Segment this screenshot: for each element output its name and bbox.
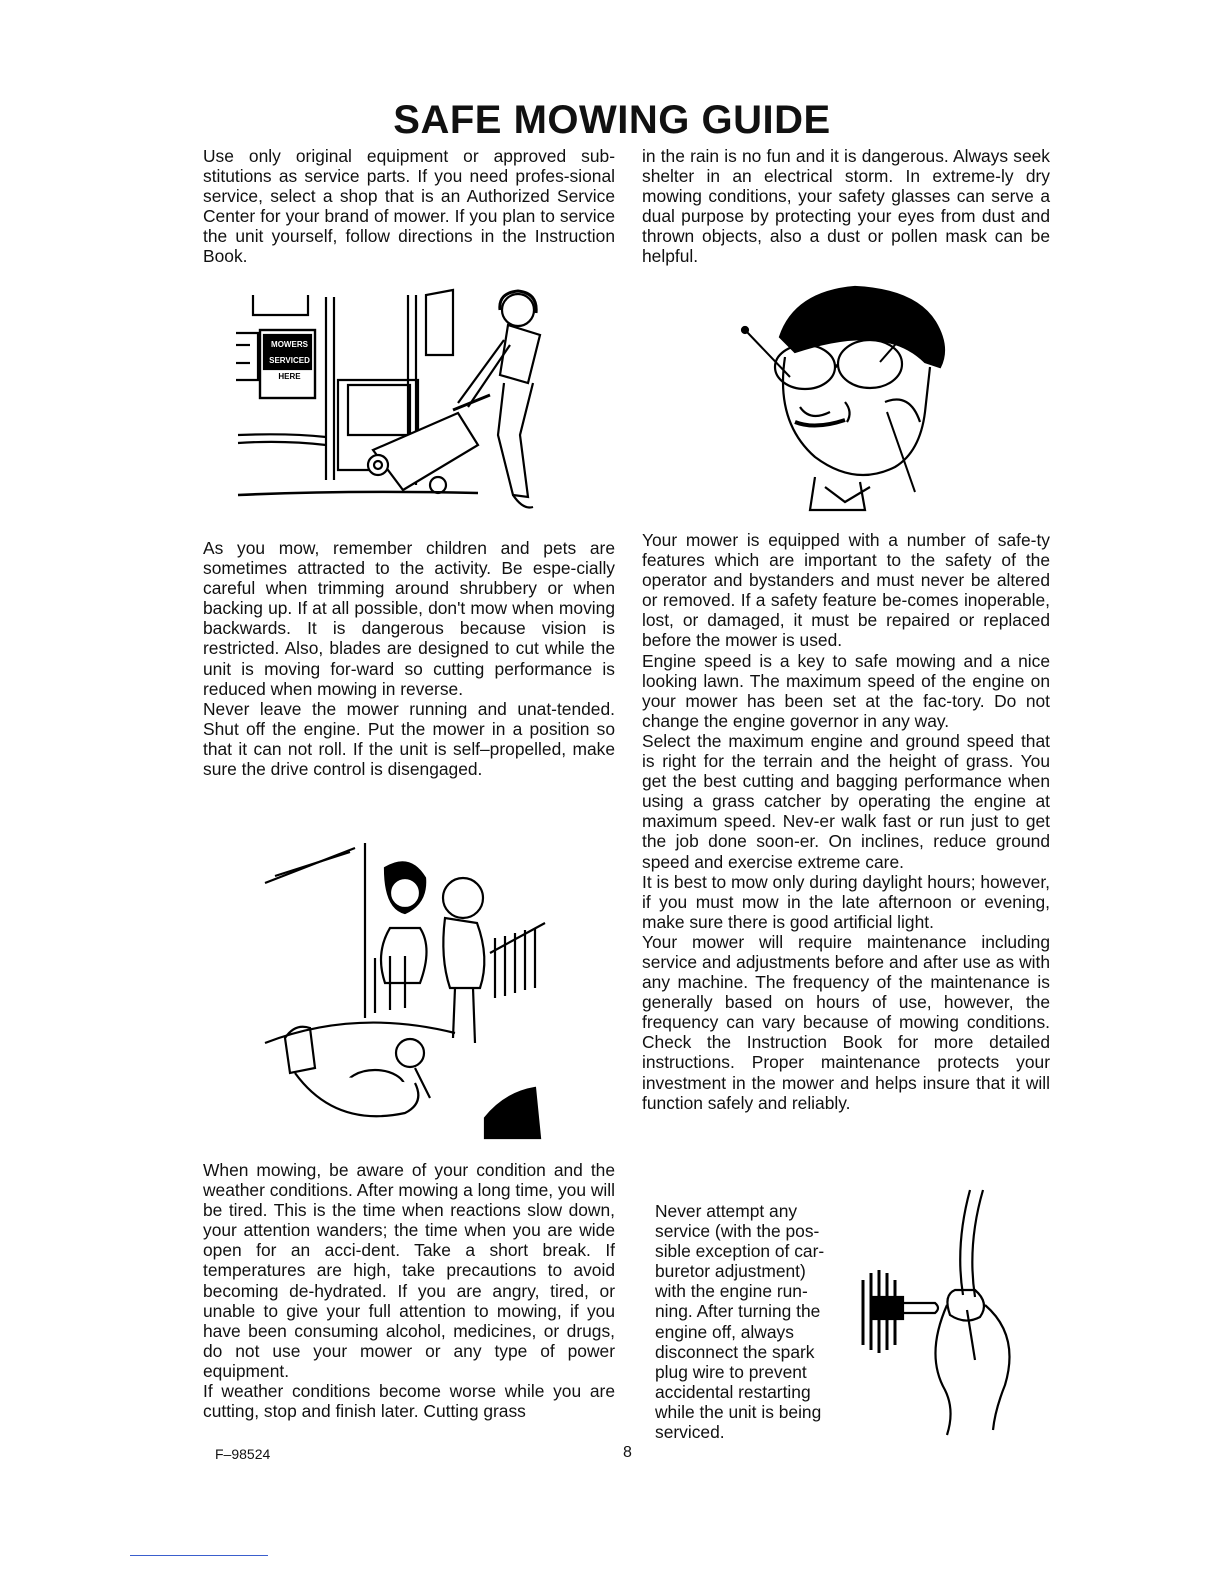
footer-document-code: F–98524 (215, 1446, 271, 1462)
safety-glasses-illustration (735, 282, 953, 514)
page-title: SAFE MOWING GUIDE (393, 98, 831, 142)
spark-plug-line: ning. After turning the (655, 1301, 821, 1322)
left-column-bottom (203, 1160, 615, 1421)
spark-plug-line: serviced. (655, 1422, 725, 1443)
page-number: 8 (623, 1444, 632, 1461)
spark-plug-line: accidental restarting (655, 1381, 811, 1402)
spark-plug-line: engine off, always (655, 1321, 794, 1342)
spark-plug-line: while the unit is being (655, 1401, 822, 1422)
children-mower-illustration (255, 838, 550, 1143)
left-column-intro (203, 146, 615, 267)
spark-plug-line: with the engine run- (655, 1281, 808, 1302)
paragraph-engine-speed: Engine speed is a key to safe mowing and a nice looking lawn. The maximum speed of the engine on your mower has been set at the fac-tory. Do not change the engine governor in any way. (642, 650, 1050, 731)
spark-plug-line: service (with the pos- (655, 1221, 820, 1242)
paragraph-rain: in the rain is no fun and it is dangerous. Always seek shelter in an electrical storm. In extreme-ly dry mowing conditions, your safety glasses can serve a dual purpose by protecting your eyes from dust and thrown objects, also a dust or pollen mask can be helpful. (642, 146, 1050, 267)
paragraph-spark-plug (655, 1201, 855, 1442)
spark-plug-line: disconnect the spark (655, 1341, 815, 1362)
shop-sign-line-2: SERVICED (269, 356, 310, 365)
footnote-rule (130, 1555, 268, 1556)
paragraph-weather: If weather conditions become worse while you are cutting, stop and finish later. Cutting grass (203, 1381, 615, 1422)
paragraph-children-pets: As you mow, remember children and pets are sometimes attracted to the activity. Be espe-cially careful when trimming around shrubbery or when backing up. If at all possible, don't mow when moving backwards. It is dangerous because vision is restricted. Also, blades are designed to cut while the unit is moving for-ward so cutting performance is reduced when mowing in reverse. (203, 538, 615, 699)
spark-plug-line: plug wire to prevent (655, 1361, 807, 1382)
right-column-main (642, 530, 1050, 1113)
paragraph-service-parts: Use only original equipment or approved sub-stitutions as service parts. If you need profes-sional service, select a shop that is an Authorized Service Center for your brand of mower. If you plan to service the unit yourself, follow directions in the Instruction Book. (203, 146, 615, 267)
mower-shop-illustration (228, 285, 563, 517)
spark-plug-illustration (855, 1185, 1050, 1440)
right-column-intro (642, 146, 1050, 267)
paragraph-safety-features: Your mower is equipped with a number of safe-ty features which are important to the safety of the operator and bystanders and must never be altered or removed. If a safety feature be-comes inoperable, lost, or damaged, it must be repaired or replaced before the mower is used. (642, 530, 1050, 651)
paragraph-condition: When mowing, be aware of your condition and the weather conditions. After mowing a long time, you will be tired. This is the time when reactions slow down, your attention wanders; the time when you are wide open for an acci-dent. Take a short break. If temperatures are high, take precautions to avoid becoming de-hydrated. If you are angry, tired, or unable to give your full attention to mowing, if you have been consuming alcohol, medicines, or drugs, do not use your mower or any type of power equipment. (203, 1160, 615, 1381)
spark-plug-line: buretor adjustment) (655, 1261, 806, 1282)
spark-plug-line: Never attempt any (655, 1201, 798, 1221)
paragraph-ground-speed: Select the maximum engine and ground speed that is right for the terrain and the height of grass. You get the best cutting and bagging performance when using a grass catcher by operating the engine at maximum speed. Nev-er walk fast or run just to get the job done soon-er. On inclines, reduce ground speed and exercise extreme care. (642, 730, 1050, 872)
left-column-middle (203, 538, 615, 779)
paragraph-daylight: It is best to mow only during daylight hours; however, if you must mow in the late afternoon or evening, make sure there is good artificial light. (642, 871, 1050, 932)
paragraph-unattended: Never leave the mower running and unat-tended. Shut off the engine. Put the mower in a position so that it can not roll. If the unit is self–propelled, make sure the drive control is disengaged. (203, 698, 615, 780)
shop-sign-line-1: MOWERS (271, 340, 308, 349)
paragraph-maintenance: Your mower will require maintenance including service and adjustments before and after use as with any machine. The frequency of the maintenance is generally based on hours of use, however, the frequency can vary because of mowing conditions. Check the Instruction Book for more detailed instructions. Proper maintenance protects your investment in the mower and helps insure that it will function safely and reliably. (642, 931, 1050, 1113)
shop-sign-line-3: HERE (278, 372, 301, 381)
spark-plug-line: sible exception of car- (655, 1241, 825, 1262)
